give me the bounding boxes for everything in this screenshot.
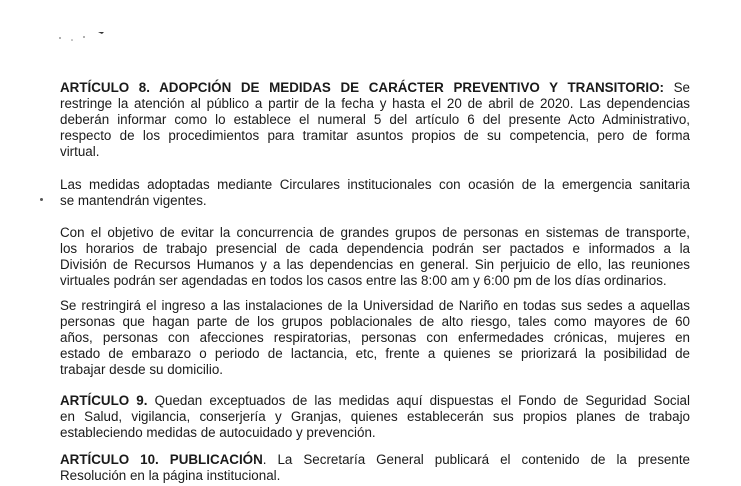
- paragraph-riesgo-line-1: Se restringirá el ingreso a las instalaciones de la Universidad de Nariño en todas sus sedes a aquellas: [60, 298, 690, 313]
- article-8: [60, 80, 690, 160]
- paragraph-riesgo-line-4: estado de embarazo o periodo de lactancia, etc, frente a quienes se priorizará la posibilidad de: [60, 346, 690, 361]
- paragraph-riesgo: [60, 298, 690, 378]
- paragraph-riesgo-line-2: personas que hagan parte de los grupos poblacionales de alto riesgo, tales como mayores de 60: [60, 314, 690, 329]
- article-9-line-1: ARTÍCULO 9. Quedan exceptuados de las medidas aquí dispuestas el Fondo de Seguridad Social: [60, 393, 690, 408]
- article-10: [60, 452, 690, 484]
- article-9-line-2: en Salud, vigilancia, conserjería y Granjas, quienes establecerán sus propios planes de trabajo: [60, 409, 690, 424]
- paragraph-circulares-line-1: Las medidas adoptadas mediante Circulares institucionales con ocasión de la emergencia sanitaria: [60, 177, 690, 192]
- paragraph-horarios-line-2: los horarios de trabajo presencial de cada dependencia podrán ser pactados e informados a la: [60, 241, 690, 256]
- article-8-line-5: virtual.: [60, 144, 100, 159]
- article-8-line-1: ARTÍCULO 8. ADOPCIÓN DE MEDIDAS DE CARÁCTER PREVENTIVO Y TRANSITORIO: Se: [60, 80, 690, 95]
- paragraph-riesgo-line-3: años, personas con afecciones respiratorias, personas con enfermedades crónicas, mujeres en: [60, 330, 690, 345]
- paragraph-horarios-line-3: División de Recursos Humanos y a las dependencias en general. Sin perjuicio de ello, las reuniones: [60, 257, 690, 272]
- paragraph-horarios: [60, 225, 690, 289]
- article-8-line-3: deberán informar como lo establece el numeral 5 del artículo 6 del presente Acto Administrativo,: [60, 112, 690, 127]
- article-9: [60, 393, 690, 441]
- paragraph-circulares: [60, 177, 690, 209]
- paragraph-horarios-line-4: virtuales podrán ser agendadas en todos los casos entre las 8:00 am y 6:00 pm de los días ordinarios.: [60, 273, 667, 288]
- article-8-line-4: respecto de los procedimientos para tramitar asuntos propios de su competencia, pero de forma: [60, 128, 690, 143]
- scan-artifact-marks: [58, 28, 118, 42]
- article-8-line-2: restringe la atención al público a partir de la fecha y hasta el 20 de abril de 2020. Las dependencias: [60, 96, 690, 111]
- paragraph-circulares-line-2: se mantendrán vigentes.: [60, 193, 207, 208]
- paragraph-horarios-line-1: Con el objetivo de evitar la concurrencia de grandes grupos de personas en sistemas de transporte,: [60, 225, 690, 240]
- article-10-line-1: ARTÍCULO 10. PUBLICACIÓN. La Secretaría General publicará el contenido de la presente: [60, 452, 690, 467]
- article-10-heading: ARTÍCULO 10. PUBLICACIÓN: [60, 452, 263, 467]
- article-9-line-3: estableciendo medidas de autocuidado y prevención.: [60, 425, 376, 440]
- article-8-heading: ARTÍCULO 8. ADOPCIÓN DE MEDIDAS DE CARÁCTER PREVENTIVO Y TRANSITORIO:: [60, 80, 664, 95]
- paragraph-riesgo-line-5: trabajar desde su domicilio.: [60, 362, 224, 377]
- article-9-heading: ARTÍCULO 9.: [60, 393, 148, 408]
- article-10-line-2: Resolución en la página institucional.: [60, 468, 281, 483]
- scan-speck: [40, 198, 43, 201]
